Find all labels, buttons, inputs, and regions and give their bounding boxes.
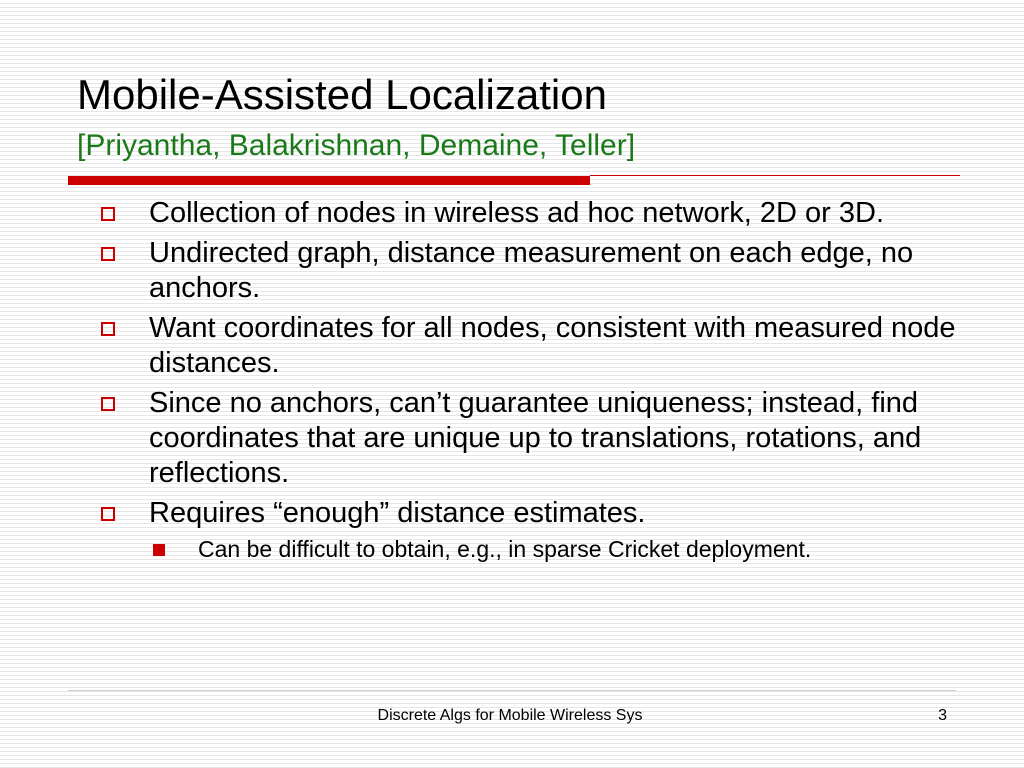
filled-square-bullet-icon [153, 544, 165, 556]
bullet-item [0, 236, 964, 306]
title-underline-thin [590, 175, 960, 176]
bullet-item [0, 196, 964, 231]
bullet-list [0, 196, 1024, 564]
bullet-text: Requires “enough” distance estimates. [149, 497, 646, 529]
title-underline-thick [68, 176, 590, 185]
bullet-text: Want coordinates for all nodes, consistent with measured node distances. [149, 312, 956, 379]
sub-bullet-item [0, 535, 848, 564]
bullet-text: Collection of nodes in wireless ad hoc network, 2D or 3D. [149, 197, 885, 229]
bullet-text: Since no anchors, can’t guarantee uniqueness; instead, find coordinates that are unique up to translations, rotations, and reflections. [149, 387, 922, 489]
sub-bullet-text: Can be difficult to obtain, e.g., in sparse Cricket deployment. [198, 536, 812, 562]
hollow-square-bullet-icon [101, 322, 115, 336]
hollow-square-bullet-icon [101, 207, 115, 221]
slide-subtitle: [Priyantha, Balakrishnan, Demaine, Teller] [77, 129, 636, 162]
hollow-square-bullet-icon [101, 507, 115, 521]
bullet-text: Undirected graph, distance measurement on each edge, no anchors. [149, 237, 914, 304]
hollow-square-bullet-icon [101, 247, 115, 261]
page-number: 3 [938, 707, 947, 724]
bullet-item [0, 386, 964, 491]
hollow-square-bullet-icon [101, 397, 115, 411]
footer-divider [68, 690, 956, 691]
bullet-item [0, 496, 964, 531]
footer-text: Discrete Algs for Mobile Wireless Sys [377, 707, 643, 724]
slide-title: Mobile-Assisted Localization [77, 71, 607, 118]
bullet-item [0, 311, 964, 381]
